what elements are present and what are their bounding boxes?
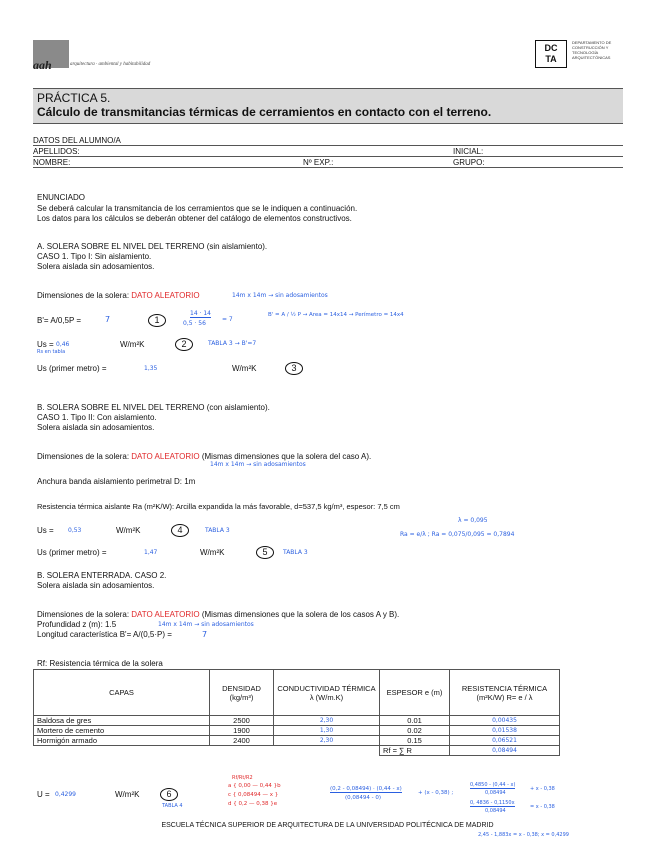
section-a-desc: Solera aislada sin adosamientos.	[37, 262, 155, 271]
us1-b-label: Us (primer metro) =	[37, 548, 107, 557]
formula-1-den: (0,08494 - 0)	[345, 795, 382, 801]
us1-a-unit: W/m²K	[232, 364, 257, 373]
sum-value: 0,08494	[450, 746, 560, 756]
frac-top-hand: 14 · 14	[190, 310, 211, 317]
lambda-hand: λ = 0,095	[458, 517, 488, 524]
bdef-hand: B' = A / ½ P → Area = 14x14 → Perímetro = 14x4	[268, 312, 404, 318]
circle-1: 1	[148, 314, 166, 327]
circle-2: 2	[175, 338, 193, 351]
student-data	[33, 135, 623, 168]
dim-rest-c: (Mismas dimensiones que la solera de los casos A y B).	[201, 610, 400, 619]
formula-3-den: 0,08494	[485, 808, 506, 814]
practice-number: PRÁCTICA 5.	[37, 91, 111, 105]
formula-4: 2,45 - 1,883x = x - 0,38; x = 0,4299	[478, 832, 569, 838]
interp-2: c { 0,08494 — x }	[228, 792, 279, 798]
col-densidad: DENSIDAD (kg/m³)	[210, 670, 274, 716]
cell-densidad: 2400	[210, 736, 274, 746]
col-resistencia: RESISTENCIA TÉRMICA (m²K/W) R= e / λ	[450, 670, 560, 716]
formula-3-num: 0, 4836 - 0,1150x	[470, 800, 515, 806]
student-heading: DATOS DEL ALUMNO/A	[33, 136, 121, 145]
dim-label: Dimensiones de la solera:	[37, 291, 130, 300]
ra-hand: Ra = e/λ ; Ra = 0,075/0,095 = 0,7894	[400, 531, 515, 538]
student-heading-row	[33, 135, 623, 146]
tabla-5-hand: TABLA 3	[283, 549, 308, 556]
us-a-unit: W/m²K	[120, 340, 145, 349]
us-b-value: 0,53	[68, 527, 82, 534]
us1-b-unit: W/m²K	[200, 548, 225, 557]
section-a-caso: CASO 1. Tipo I: Sin aislamiento.	[37, 252, 152, 261]
nexp-label: Nº EXP.:	[303, 158, 334, 167]
section-b-desc: Solera aislada sin adosamientos.	[37, 423, 155, 432]
col-espesor: ESPESOR e (m)	[380, 670, 450, 716]
u-unit: W/m²K	[115, 790, 140, 799]
rf-header-row	[34, 670, 560, 716]
rf-table-wrap	[33, 669, 560, 756]
cell-lambda: 2,30	[274, 736, 380, 746]
cell-densidad: 2500	[210, 716, 274, 726]
rf-table	[33, 669, 560, 756]
bprime-label: B'= A/0,5P =	[37, 316, 82, 325]
section-a-dim-hand: 14m x 14m → sin adosamientos	[232, 292, 328, 299]
formula-3-rest: = x - 0,38	[530, 804, 555, 810]
section-c-dim-hand: 14m x 14m → sin adosamientos	[158, 621, 254, 628]
enunciado-line1: Se deberá calcular la transmitancia de los cerramientos que se le indiquen a continuación.	[37, 204, 358, 213]
page-title	[33, 88, 623, 124]
dcta-logo-sub: DEPARTAMENTO DE CONSTRUCCIÓN Y TECNOLOGÍA ARQUITECTÓNICAS	[572, 40, 612, 60]
section-a-heading: A. SOLERA SOBRE EL NIVEL DEL TERRENO (sin aislamiento).	[37, 242, 268, 251]
longitud-hand: 7	[202, 630, 208, 639]
cell-espesor: 0.02	[380, 726, 450, 736]
us-a-note: Rs en tabla	[37, 349, 66, 355]
section-b-heading: B. SOLERA SOBRE EL NIVEL DEL TERRENO (con aislamiento).	[37, 403, 270, 412]
dim-label-c: Dimensiones de la solera:	[37, 610, 130, 619]
us-a-label: Us =	[37, 340, 54, 349]
formula-2-den: 0,08494	[485, 790, 506, 796]
frac-bot-hand: 0,5 · 56	[183, 320, 206, 327]
table-row	[34, 736, 560, 746]
circle-4: 4	[171, 524, 189, 537]
longitud-label: Longitud característica B'= A/(0,5·P) =	[37, 630, 172, 639]
frac-res-hand: = 7	[222, 316, 233, 323]
section-b-caso: CASO 1. Tipo II: Con aislamiento.	[37, 413, 157, 422]
dim-value-b: DATO ALEATORIO	[131, 452, 200, 461]
us-b-unit: W/m²K	[116, 526, 141, 535]
circle-6: 6	[160, 788, 178, 801]
aah-logo: aah	[33, 58, 52, 72]
formula-2-rest: + x - 0,38	[530, 786, 555, 792]
cell-r: 0,00435	[450, 716, 560, 726]
us1-a-label: Us (primer metro) =	[37, 364, 107, 373]
aah-logo-sub: arquitectura · ambiental y habitabilidad	[70, 62, 151, 67]
apellidos-label: APELLIDOS:	[33, 147, 80, 156]
section-b-dim-hand: 14m x 14m → sin adosamientos	[210, 461, 306, 468]
us1-a-value: 1,35	[144, 365, 158, 372]
cell-lambda: 1,30	[274, 726, 380, 736]
apellidos-row	[33, 146, 623, 157]
section-b-dim	[37, 452, 371, 462]
dim-value-c: DATO ALEATORIO	[131, 610, 200, 619]
u-value: 0,4299	[55, 791, 76, 798]
formula-1-num: (0,2 - 0,08494) · (0,44 - x)	[330, 786, 402, 792]
interp-1: a { 0,00 — 0,44 }b	[228, 783, 281, 789]
enunciado-heading: ENUNCIADO	[37, 193, 86, 202]
us-a-value: 0,46	[56, 341, 70, 348]
ra-label: Resistencia térmica aislante Ra (m²K/W): Arcilla expandida la más favorable, d=537,5 kg/m³, espesor: 7,5 cm	[37, 502, 400, 511]
anchura-label: Anchura banda aislamiento perimetral D: 1m	[37, 477, 196, 486]
col-capas: CAPAS	[34, 670, 210, 716]
tabla-4-hand: TABLA 3	[205, 527, 230, 534]
tabla-a-hand: TABLA 3 → B'=7	[208, 340, 257, 347]
nombre-row	[33, 157, 623, 168]
profundidad-label: Profundidad z (m): 1.5	[37, 620, 117, 629]
interp-head: Rf/Rt/R2	[232, 775, 253, 781]
enunciado-line2: Los datos para los cálculos se deberán obtener del catálogo de elementos constructivos.	[37, 214, 352, 223]
bprime-hand: 7	[105, 315, 111, 324]
us-b-label: Us =	[37, 526, 54, 535]
cell-densidad: 1900	[210, 726, 274, 736]
cell-lambda: 2,30	[274, 716, 380, 726]
table-row	[34, 716, 560, 726]
interp-3: d { 0,2 — 0,38 }e	[228, 801, 278, 807]
dim-rest-b: (Mismas dimensiones que la solera del caso A).	[201, 452, 372, 461]
table-row	[34, 726, 560, 736]
cell-r: 0,01538	[450, 726, 560, 736]
us1-b-value: 1,47	[144, 549, 158, 556]
u-label: U =	[37, 790, 50, 799]
inicial-label: INICIAL:	[453, 147, 484, 156]
section-a-dim	[37, 291, 200, 301]
formula-2-num: 0,4850 - (0,44 - x)	[470, 782, 516, 788]
dim-label-b: Dimensiones de la solera:	[37, 452, 130, 461]
cell-capa: Mortero de cemento	[34, 726, 210, 736]
cell-espesor: 0.15	[380, 736, 450, 746]
cell-capa: Hormigón armado	[34, 736, 210, 746]
practice-title: Cálculo de transmitancias térmicas de cerramientos en contacto con el terreno.	[37, 105, 492, 119]
grupo-label: GRUPO:	[453, 158, 485, 167]
section-c-dim	[37, 610, 399, 620]
footer: ESCUELA TÉCNICA SUPERIOR DE ARQUITECTURA DE LA UNIVERSIDAD POLITÉCNICA DE MADRID	[161, 822, 494, 829]
tabla-6-hand: TABLA 4	[162, 803, 183, 809]
dcta-logo: DC TA	[535, 40, 567, 68]
cell-r: 0,06521	[450, 736, 560, 746]
circle-5: 5	[256, 546, 274, 559]
col-conductividad: CONDUCTIVIDAD TÉRMICA λ (W/m.K)	[274, 670, 380, 716]
circle-3: 3	[285, 362, 303, 375]
dim-value: DATO ALEATORIO	[131, 291, 200, 300]
nombre-label: NOMBRE:	[33, 158, 71, 167]
rf-label: Rf: Resistencia térmica de la solera	[37, 659, 163, 668]
cell-capa: Baldosa de gres	[34, 716, 210, 726]
section-c-desc: Solera aislada sin adosamientos.	[37, 581, 155, 590]
section-c-heading: B. SOLERA ENTERRADA. CASO 2.	[37, 571, 167, 580]
sum-label: Rf = ∑ R	[380, 746, 450, 756]
formula-1-rest: + (x - 0,38) ;	[418, 790, 454, 796]
cell-espesor: 0.01	[380, 716, 450, 726]
sum-row	[34, 746, 560, 756]
